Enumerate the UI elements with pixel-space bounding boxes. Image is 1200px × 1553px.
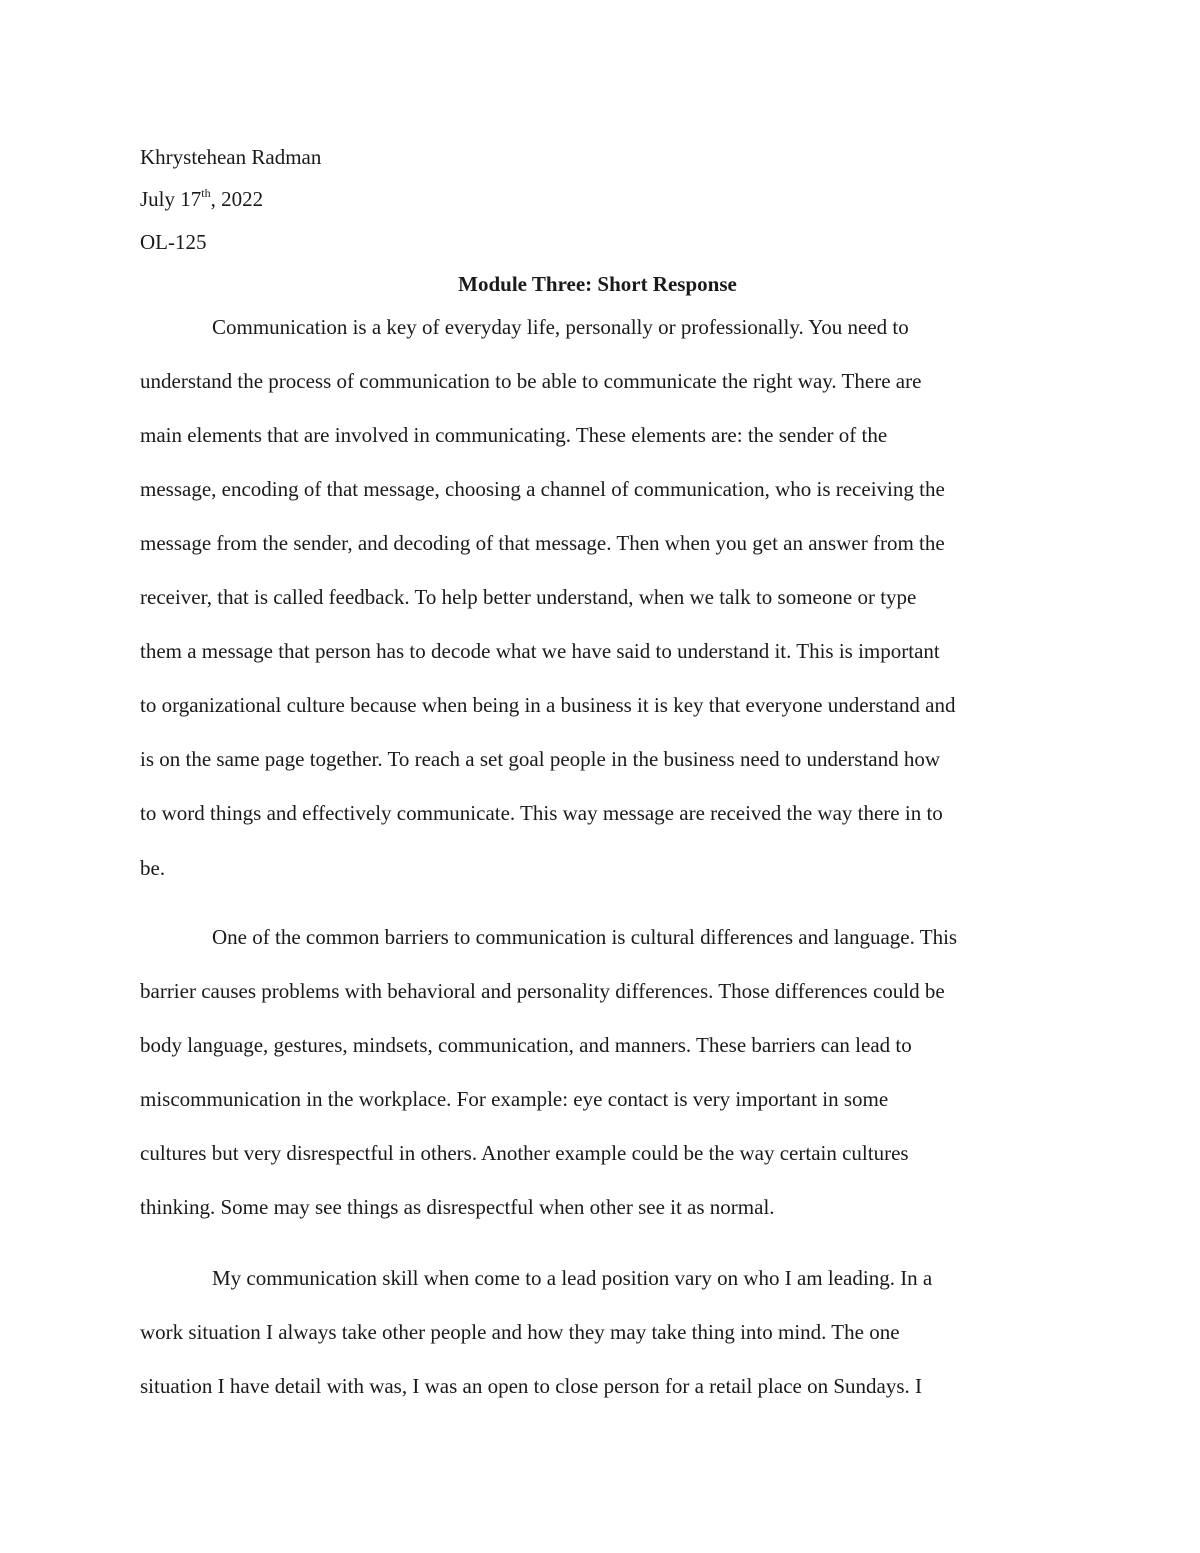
paragraph-1-line-5: message from the sender, and decoding of that message. Then when you get an answer from the [140,531,945,555]
paragraph-2-line-6: thinking. Some may see things as disrespectful when other see it as normal. [140,1195,775,1219]
paragraph-2-line-3: body language, gestures, mindsets, communication, and manners. These barriers can lead to [140,1033,912,1057]
date-year: , 2022 [210,187,264,211]
paragraph-1-line-11: be. [140,856,166,880]
paragraph-2-line-1: One of the common barriers to communication is cultural differences and language. This [212,925,958,949]
paragraph-1-line-9: is on the same page together. To reach a set goal people in the business need to understand how [140,747,941,771]
paragraph-1-line-10: to word things and effectively communicate. This way message are received the way there in to [140,801,943,825]
paragraph-3-line-1: My communication skill when come to a lead position vary on who I am leading. In a [212,1266,933,1290]
document-title: Module Three: Short Response [458,272,737,296]
paragraph-1-line-6: receiver, that is called feedback. To help better understand, when we talk to someone or type [140,585,917,609]
paragraph-1-line-3: main elements that are involved in communicating. These elements are: the sender of the [140,423,888,447]
paragraph-1-line-8: to organizational culture because when being in a business it is key that everyone understand and [140,693,956,717]
paragraph-1-line-7: them a message that person has to decode what we have said to understand it. This is important [140,639,940,663]
date-text: July 17 [140,187,202,211]
paragraph-1-line-1: Communication is a key of everyday life, personally or professionally. You need to [212,315,909,339]
paragraph-2-line-5: cultures but very disrespectful in others. Another example could be the way certain cultures [140,1141,909,1165]
course-code: OL-125 [140,230,207,254]
paragraph-3-line-2: work situation I always take other people and how they may take thing into mind. The one [140,1320,900,1344]
paragraph-1-line-4: message, encoding of that message, choosing a channel of communication, who is receiving the [140,477,945,501]
paragraph-2-line-4: miscommunication in the workplace. For example: eye contact is very important in some [140,1087,889,1111]
date-ordinal-suffix: th [201,186,211,200]
paragraph-1-line-2: understand the process of communication to be able to communicate the right way. There are [140,369,922,393]
author-name: Khrystehean Radman [140,145,322,169]
paragraph-3-line-3: situation I have detail with was, I was an open to close person for a retail place on Sundays. I [140,1374,923,1398]
paragraph-2-line-2: barrier causes problems with behavioral and personality differences. Those differences could be [140,979,945,1003]
document-date [140,187,263,211]
